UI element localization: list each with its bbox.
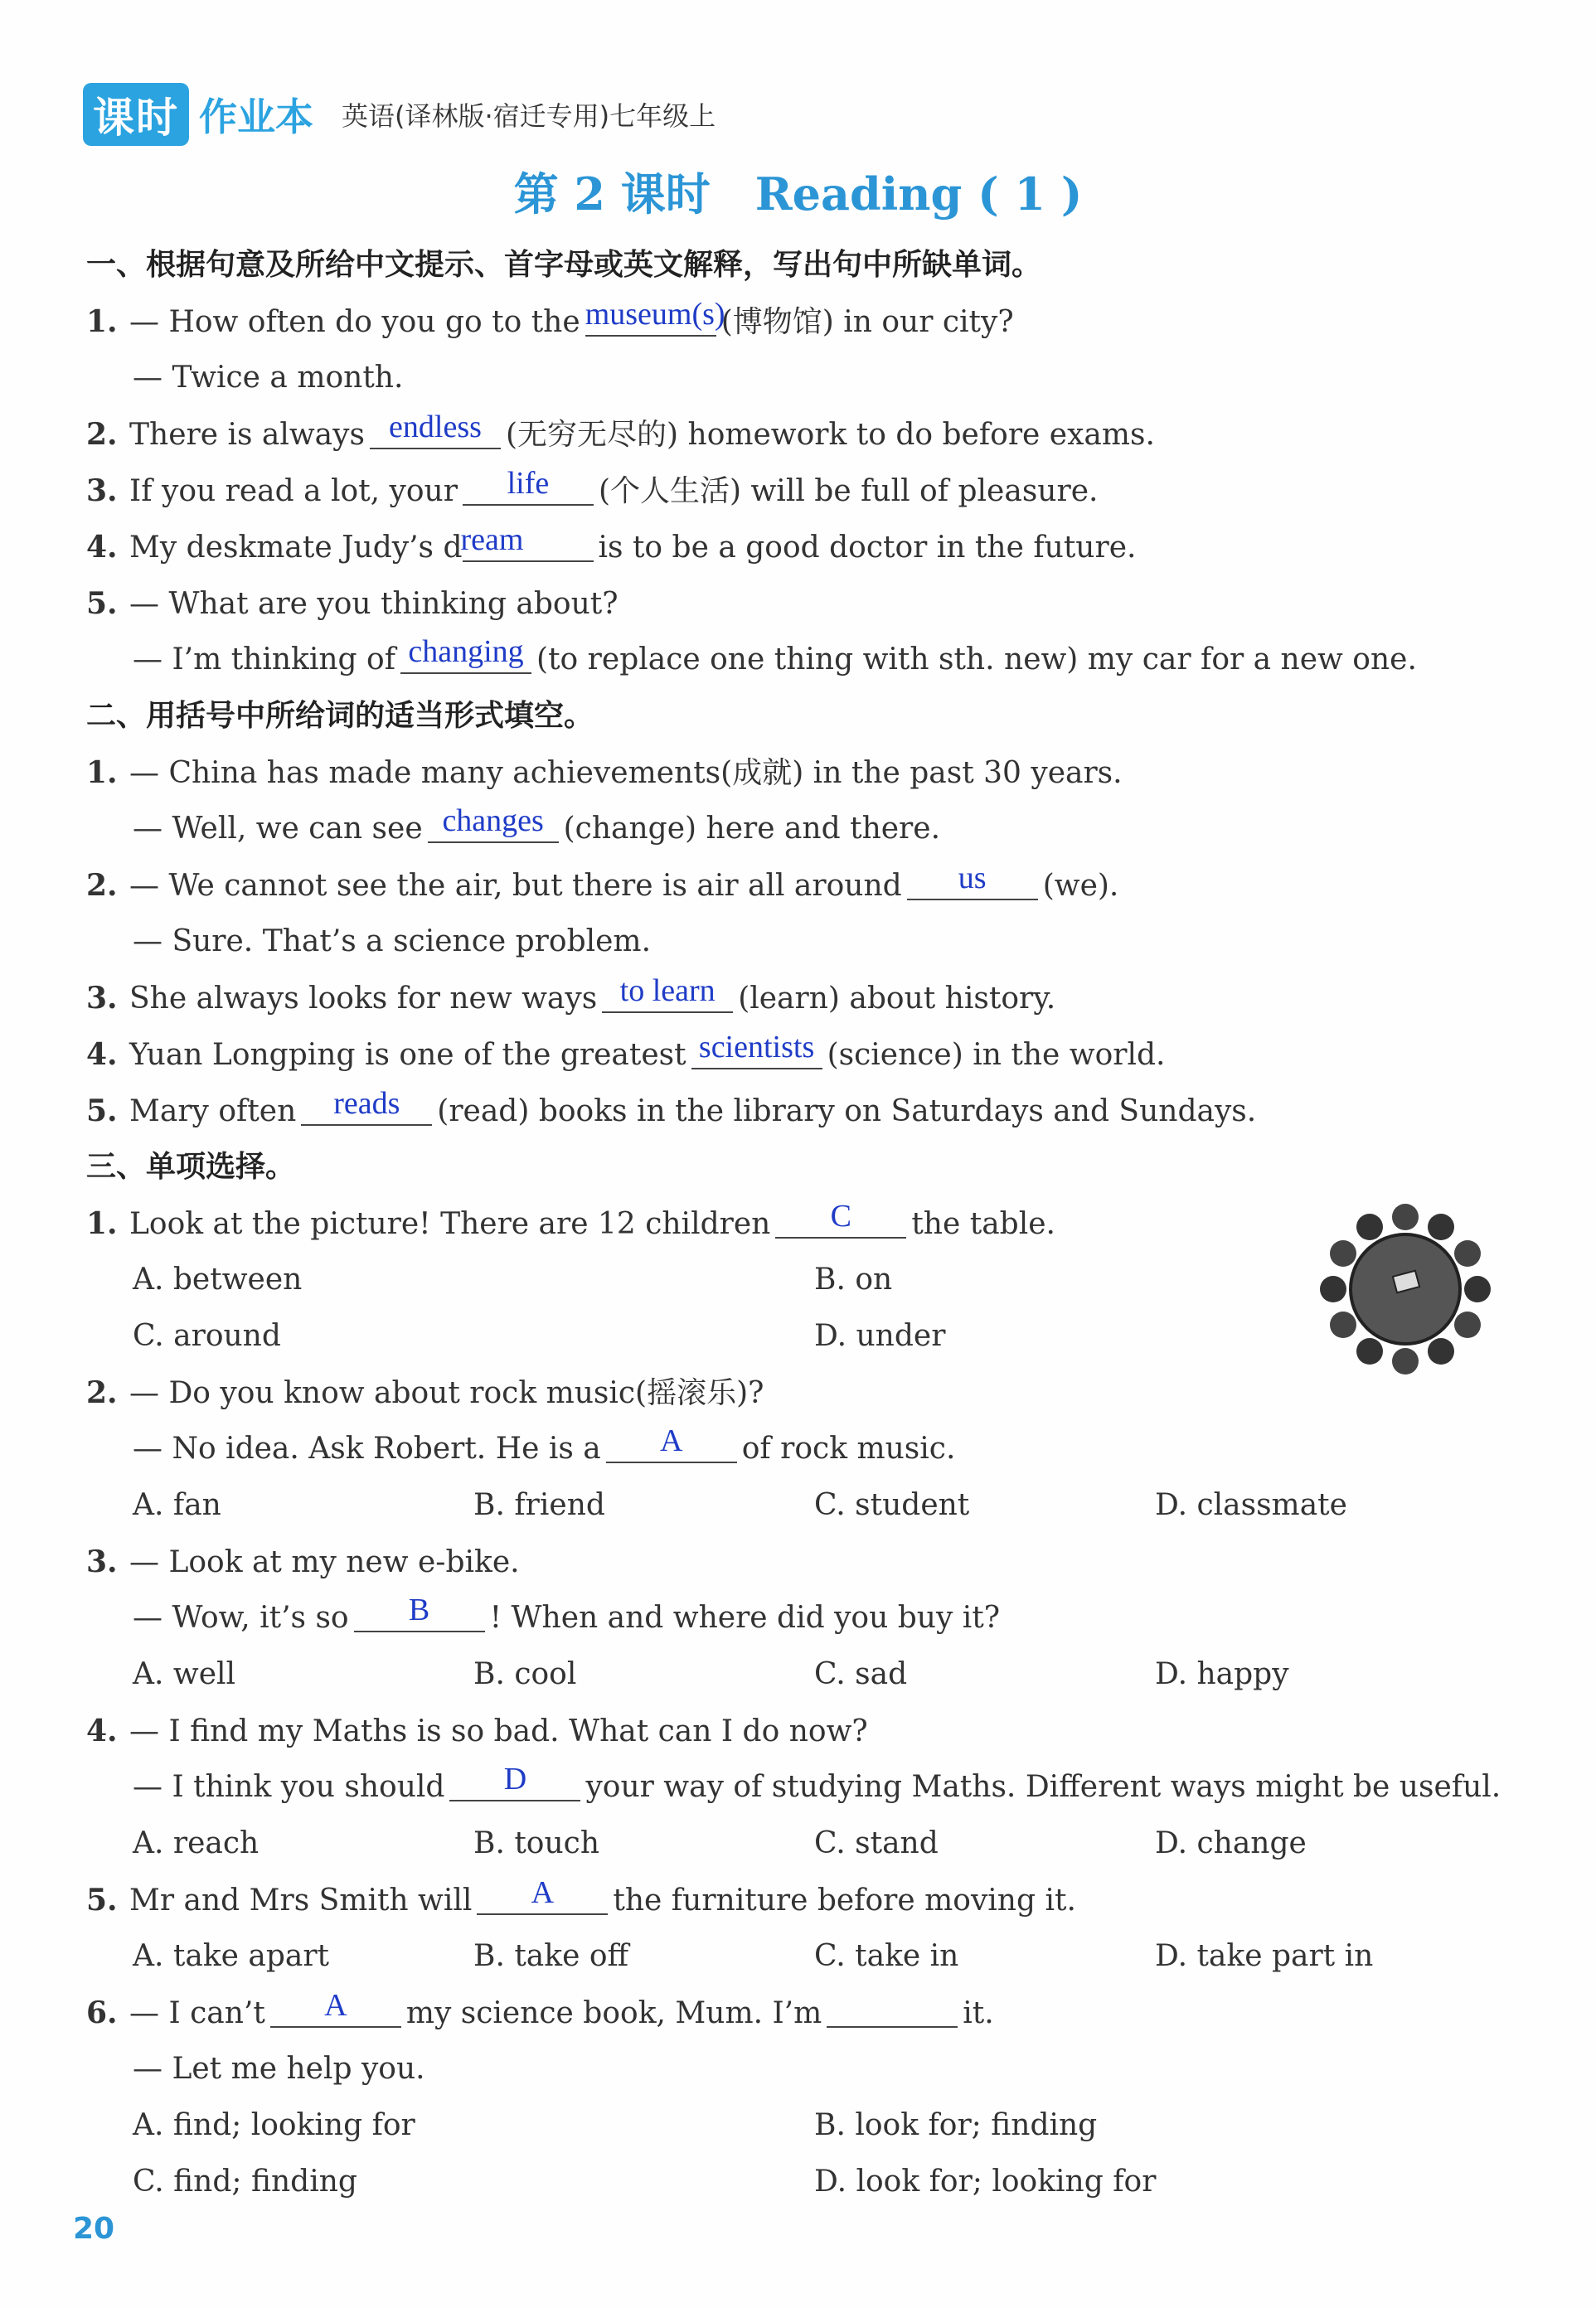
option-b[interactable]: B. friend	[473, 1488, 605, 1522]
option-c[interactable]: C. stand	[814, 1826, 939, 1860]
handwritten-answer: museum(s)	[585, 297, 725, 332]
s3-question-2-reply: — No idea. Ask Robert. He is a A of rock music.	[133, 1423, 956, 1466]
option-a[interactable]: A. between	[133, 1263, 303, 1297]
s1-question-1: 1. — How often do you go to the museum(s) (博物馆) in our city?	[86, 297, 1014, 339]
option-a[interactable]: A. fan	[133, 1488, 221, 1522]
answer-blank[interactable]	[270, 1988, 401, 2028]
s3-question-4-reply: — I think you should D your way of studying Maths. Different ways might be useful.	[133, 1762, 1501, 1804]
s1-question-5: 5. — What are you thinking about?	[86, 586, 619, 621]
option-c[interactable]: C. take in	[814, 1939, 959, 1973]
s3-question-2: 2. — Do you know about rock music(摇滚乐)?	[86, 1375, 764, 1410]
option-a[interactable]: A. reach	[133, 1826, 260, 1860]
answer-blank[interactable]	[354, 1593, 485, 1632]
exercise-content	[86, 237, 1501, 2210]
option-a[interactable]: A. take apart	[133, 1939, 330, 1973]
option-b[interactable]: B. on	[814, 1263, 893, 1297]
s3-question-1: 1. Look at the picture! There are 12 children C the table.	[86, 1199, 1055, 1241]
s2-question-5: 5. Mary often reads (read) books in the library on Saturdays and Sundays.	[86, 1086, 1257, 1128]
option-d[interactable]: D. take part in	[1155, 1939, 1374, 1973]
option-b[interactable]: B. look for; finding	[814, 2108, 1098, 2142]
answer-blank[interactable]	[428, 803, 559, 843]
brand-header	[83, 83, 716, 146]
answer-blank[interactable]	[907, 861, 1038, 900]
s3-question-3: 3. — Look at my new e-bike.	[86, 1544, 520, 1579]
option-c[interactable]: C. sad	[814, 1657, 908, 1691]
option-a[interactable]: A. well	[133, 1657, 236, 1691]
answer-blank[interactable]	[775, 1199, 906, 1239]
option-d[interactable]: D. under	[814, 1319, 946, 1353]
page-number: 20	[73, 2212, 115, 2246]
s2-question-1-reply: — Well, we can see changes (change) here and there.	[133, 803, 941, 846]
s1-question-4: 4. My deskmate Judy’s d ream is to be a good doctor in the future.	[86, 522, 1137, 565]
option-c[interactable]: C. find; finding	[133, 2165, 357, 2199]
s3-question-5: 5. Mr and Mrs Smith will A the furniture before moving it.	[86, 1875, 1076, 1918]
s1-question-1-reply: — Twice a month.	[133, 361, 404, 395]
option-b[interactable]: B. cool	[473, 1657, 577, 1691]
handwritten-answer: reads	[333, 1086, 400, 1121]
brand-name: 作业本	[199, 95, 313, 139]
answer-blank[interactable]	[301, 1086, 432, 1126]
round-table-illustration	[1318, 1202, 1492, 1376]
answer-blank[interactable]	[606, 1423, 737, 1463]
option-d[interactable]: D. look for; looking for	[814, 2165, 1157, 2199]
answer-blank[interactable]	[460, 522, 594, 562]
s2-question-2-reply: — Sure. That’s a science problem.	[133, 924, 652, 958]
handwritten-answer: life	[507, 466, 550, 501]
s3-question-6: 6. — I can’t A my science book, Mum. I’m it.	[86, 1988, 994, 2030]
s3-question-3-reply: — Wow, it’s so B ! When and where did you buy it?	[133, 1593, 1001, 1635]
handwritten-answer: us	[958, 861, 987, 895]
s3-q4-options	[86, 1816, 1496, 1872]
s3-question-6-reply: — Let me help you.	[133, 2052, 425, 2086]
handwritten-answer: endless	[389, 410, 482, 444]
handwritten-answer: A	[531, 1875, 555, 1910]
s1-question-2: 2. There is always endless (无穷无尽的) homework to do before exams.	[86, 410, 1155, 452]
s1-question-5-reply: — I’m thinking of changing (to replace one thing with sth. new) my car for a new one.	[133, 634, 1417, 676]
s2-question-1: 1. — China has made many achievements(成就) in the past 30 years.	[86, 755, 1123, 790]
option-c[interactable]: C. student	[814, 1488, 970, 1522]
handwritten-answer: to learn	[619, 973, 716, 1008]
answer-blank-2[interactable]	[827, 1993, 958, 2028]
s3-q2-options	[86, 1477, 1496, 1534]
s2-question-4: 4. Yuan Longping is one of the greatest scientists (science) in the world.	[86, 1030, 1166, 1072]
s3-q1-options-row2	[86, 1308, 1496, 1365]
section2-heading: 二、用括号中所给词的适当形式填空。	[86, 699, 594, 733]
handwritten-answer: A	[660, 1423, 683, 1458]
option-d[interactable]: D. classmate	[1155, 1488, 1347, 1522]
answer-blank[interactable]	[449, 1762, 580, 1801]
answer-blank[interactable]	[400, 634, 531, 674]
s2-question-3: 3. She always looks for new ways to learn (learn) about history.	[86, 973, 1056, 1016]
handwritten-answer: changing	[408, 634, 524, 669]
s3-question-4: 4. — I find my Maths is so bad. What can I do now?	[86, 1714, 868, 1748]
s3-q5-options	[86, 1928, 1496, 1985]
answer-blank[interactable]	[370, 410, 501, 449]
option-a[interactable]: A. find; looking for	[133, 2108, 415, 2142]
answer-blank[interactable]	[602, 973, 733, 1013]
handwritten-answer: C	[830, 1199, 852, 1234]
section1-heading: 一、根据句意及所给中文提示、首字母或英文解释，写出句中所缺单词。	[86, 248, 1042, 282]
option-d[interactable]: D. happy	[1155, 1657, 1289, 1691]
handwritten-answer: B	[408, 1593, 430, 1627]
answer-blank[interactable]	[477, 1875, 608, 1915]
handwritten-answer: D	[503, 1762, 527, 1796]
s3-q6-options-row1	[86, 2097, 1496, 2154]
handwritten-answer: scientists	[698, 1030, 815, 1064]
s2-question-2: 2. — We cannot see the air, but there is air all around us (we).	[86, 861, 1119, 903]
option-b[interactable]: B. take off	[473, 1939, 629, 1973]
s3-q1-options-row1	[86, 1252, 1496, 1308]
answer-blank[interactable]	[691, 1030, 822, 1069]
lesson-title: 第 2 课时 Reading ( 1 )	[513, 167, 1083, 221]
answer-blank[interactable]	[463, 466, 594, 506]
s3-q3-options	[86, 1646, 1496, 1703]
handwritten-answer: ream	[460, 522, 524, 557]
brand-logo: 课时	[83, 83, 189, 146]
answer-blank[interactable]	[585, 297, 725, 337]
book-subtitle: 英语(译林版·宿迁专用)七年级上	[342, 100, 716, 132]
option-b[interactable]: B. touch	[473, 1826, 600, 1860]
handwritten-answer: A	[324, 1988, 347, 2023]
section3-heading: 三、单项选择。	[86, 1150, 296, 1184]
option-c[interactable]: C. around	[133, 1319, 281, 1353]
handwritten-answer: changes	[442, 803, 544, 838]
s1-question-3: 3. If you read a lot, your life (个人生活) will be full of pleasure.	[86, 466, 1099, 508]
s3-q6-options-row2	[86, 2154, 1496, 2210]
option-d[interactable]: D. change	[1155, 1826, 1307, 1860]
